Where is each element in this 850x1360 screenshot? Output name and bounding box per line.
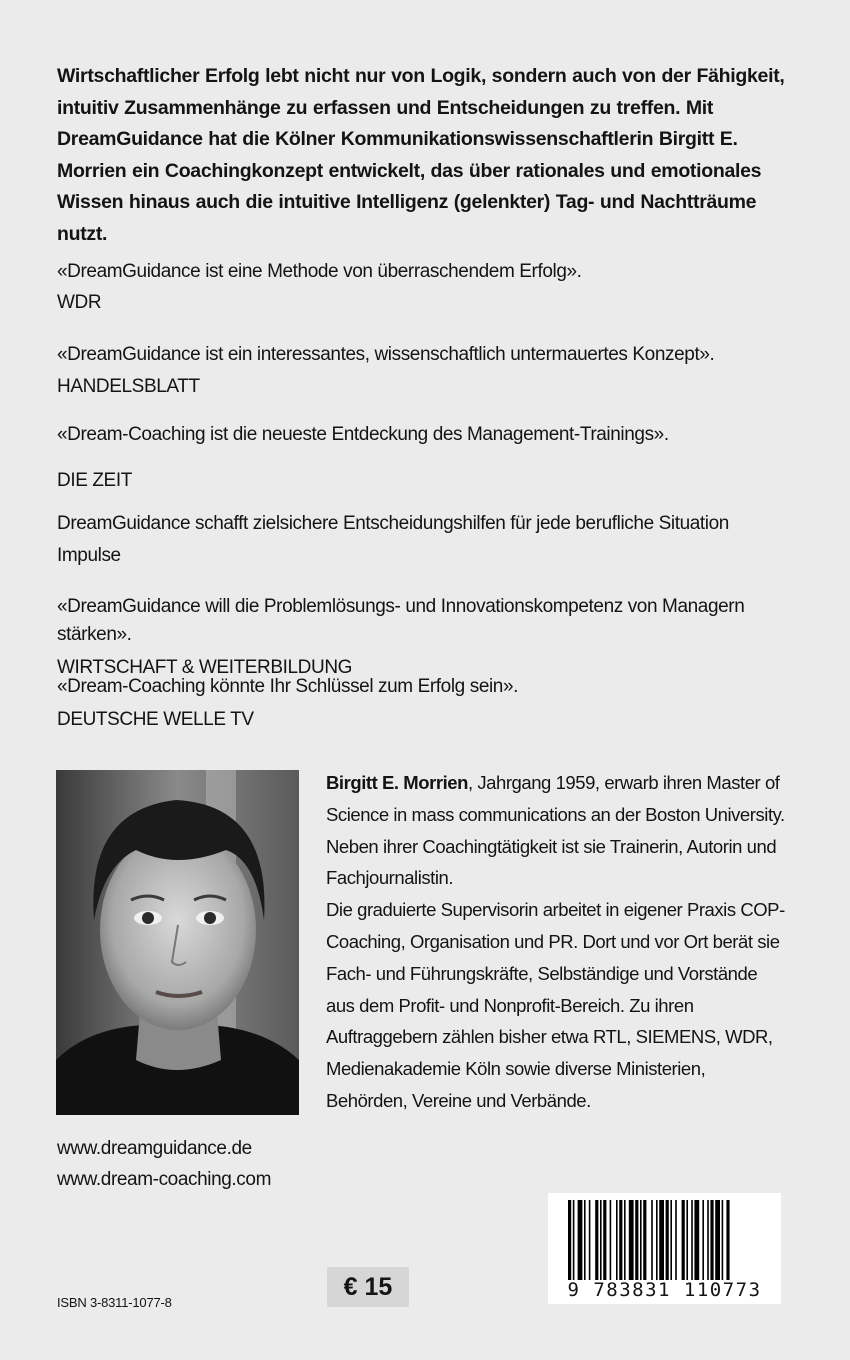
author-bio xyxy=(326,767,786,1117)
quote-text: «DreamGuidance ist ein interessantes, wissenschaftlich untermauertes Konzept». xyxy=(57,344,715,365)
barcode-bar xyxy=(707,1200,709,1280)
quote-text: «Dream-Coaching ist die neueste Entdeckung des Management-Trainings». xyxy=(57,424,669,445)
barcode-bar xyxy=(643,1200,646,1280)
quote-source: DIE ZEIT xyxy=(57,470,132,491)
barcode-bar xyxy=(619,1200,622,1280)
bio-paragraph-1 xyxy=(326,767,786,894)
barcode-bar xyxy=(568,1200,571,1280)
author-photo xyxy=(56,770,299,1115)
barcode-bar xyxy=(715,1200,720,1280)
quote-4 xyxy=(57,510,817,570)
barcode-bar xyxy=(578,1200,583,1280)
barcode-bar xyxy=(616,1200,618,1280)
barcode-bar xyxy=(710,1200,713,1280)
barcode-bar xyxy=(722,1200,724,1280)
bio-text-1: , Jahrgang 1959, erwarb ihren Master of Science in mass communications an der Boston University. Neben ihrer Coachingtätigkeit ist sie Trainerin, Autorin und Fachjournalistin. xyxy=(326,772,785,889)
barcode-bar xyxy=(659,1200,664,1280)
quote-5 xyxy=(57,593,817,682)
website-link[interactable]: www.dreamguidance.de xyxy=(57,1138,252,1159)
barcode-bar xyxy=(694,1200,699,1280)
barcode-bar xyxy=(691,1200,693,1280)
barcode-bar xyxy=(702,1200,704,1280)
quote-text: «DreamGuidance will die Problemlösungs- und Innovationskompetenz von Managern stärken». xyxy=(57,596,745,645)
quote-text: «DreamGuidance ist eine Methode von überraschendem Erfolg». xyxy=(57,261,582,282)
bio-paragraph-2: Die graduierte Supervisorin arbeitet in eigener Praxis COP-Coaching, Organisation und PR. Dort und vor Ort berät sie Fach- und Führungskräfte, Selbständige und Vorstände aus dem Profit- und Nonprofit-Bereich. Zu ihren Auftraggebern zählen bisher etwa RTL, SIEMENS, WDR, Medienakademie Köln sowie diverse Ministerien, Behörden, Vereine und Verbände. xyxy=(326,899,785,1111)
barcode-number: 9 783831 110773 xyxy=(567,1279,762,1301)
barcode-bar xyxy=(589,1200,591,1280)
barcode-bar xyxy=(624,1200,626,1280)
quote-source: HANDELSBLATT xyxy=(57,376,200,397)
barcode-bar xyxy=(670,1200,672,1280)
barcode-bar xyxy=(584,1200,586,1280)
quote-text: «Dream-Coaching könnte Ihr Schlüssel zum Erfolg sein». xyxy=(57,676,519,697)
barcode-bar xyxy=(675,1200,677,1280)
quote-source: WDR xyxy=(57,292,102,313)
barcode-bar xyxy=(595,1200,598,1280)
barcode-bar xyxy=(726,1200,729,1280)
isbn-label: ISBN 3-8311-1077-8 xyxy=(57,1295,172,1310)
barcode-bar xyxy=(640,1200,642,1280)
quote-source: DEUTSCHE WELLE TV xyxy=(57,709,254,730)
price-tag: € 15 xyxy=(327,1267,409,1307)
author-name: Birgitt E. Morrien xyxy=(326,772,468,793)
barcode-bar xyxy=(629,1200,634,1280)
quote-6 xyxy=(57,673,817,734)
quote-3 xyxy=(57,421,817,495)
barcode-bar xyxy=(600,1200,602,1280)
barcode-bar xyxy=(682,1200,685,1280)
intro-paragraph: Wirtschaftlicher Erfolg lebt nicht nur von Logik, sondern auch von der Fähigkeit, intuitiv Zusammenhänge zu erfassen und Entscheidungen zu treffen. Mit DreamGuidance hat die Kölner Kommunikationswissenschaftlerin Birgitt E. Morrien ein Coachingkonzept entwickelt, das über rationales und emotionales Wissen hinaus auch die intuitive Intelligenz (gelenkter) Tag- und Nachtträume nutzt. xyxy=(57,65,785,245)
quote-text: DreamGuidance schafft zielsichere Entscheidungshilfen für jede berufliche Situation xyxy=(57,513,729,534)
website-link[interactable]: www.dream-coaching.com xyxy=(57,1169,272,1190)
website-list xyxy=(57,1133,271,1195)
barcode-bar xyxy=(656,1200,658,1280)
quote-2 xyxy=(57,341,817,401)
quote-source: Impulse xyxy=(57,545,121,566)
barcode-bar xyxy=(635,1200,638,1280)
barcode xyxy=(548,1193,781,1304)
quote-1 xyxy=(57,258,817,317)
barcode-bar xyxy=(603,1200,606,1280)
barcode-bar xyxy=(610,1200,612,1280)
barcode-bar xyxy=(686,1200,688,1280)
quote-source: WIRTSCHAFT & WEITERBILDUNG xyxy=(57,657,353,678)
barcode-bar xyxy=(651,1200,653,1280)
barcode-bar xyxy=(573,1200,575,1280)
barcode-bar xyxy=(666,1200,669,1280)
